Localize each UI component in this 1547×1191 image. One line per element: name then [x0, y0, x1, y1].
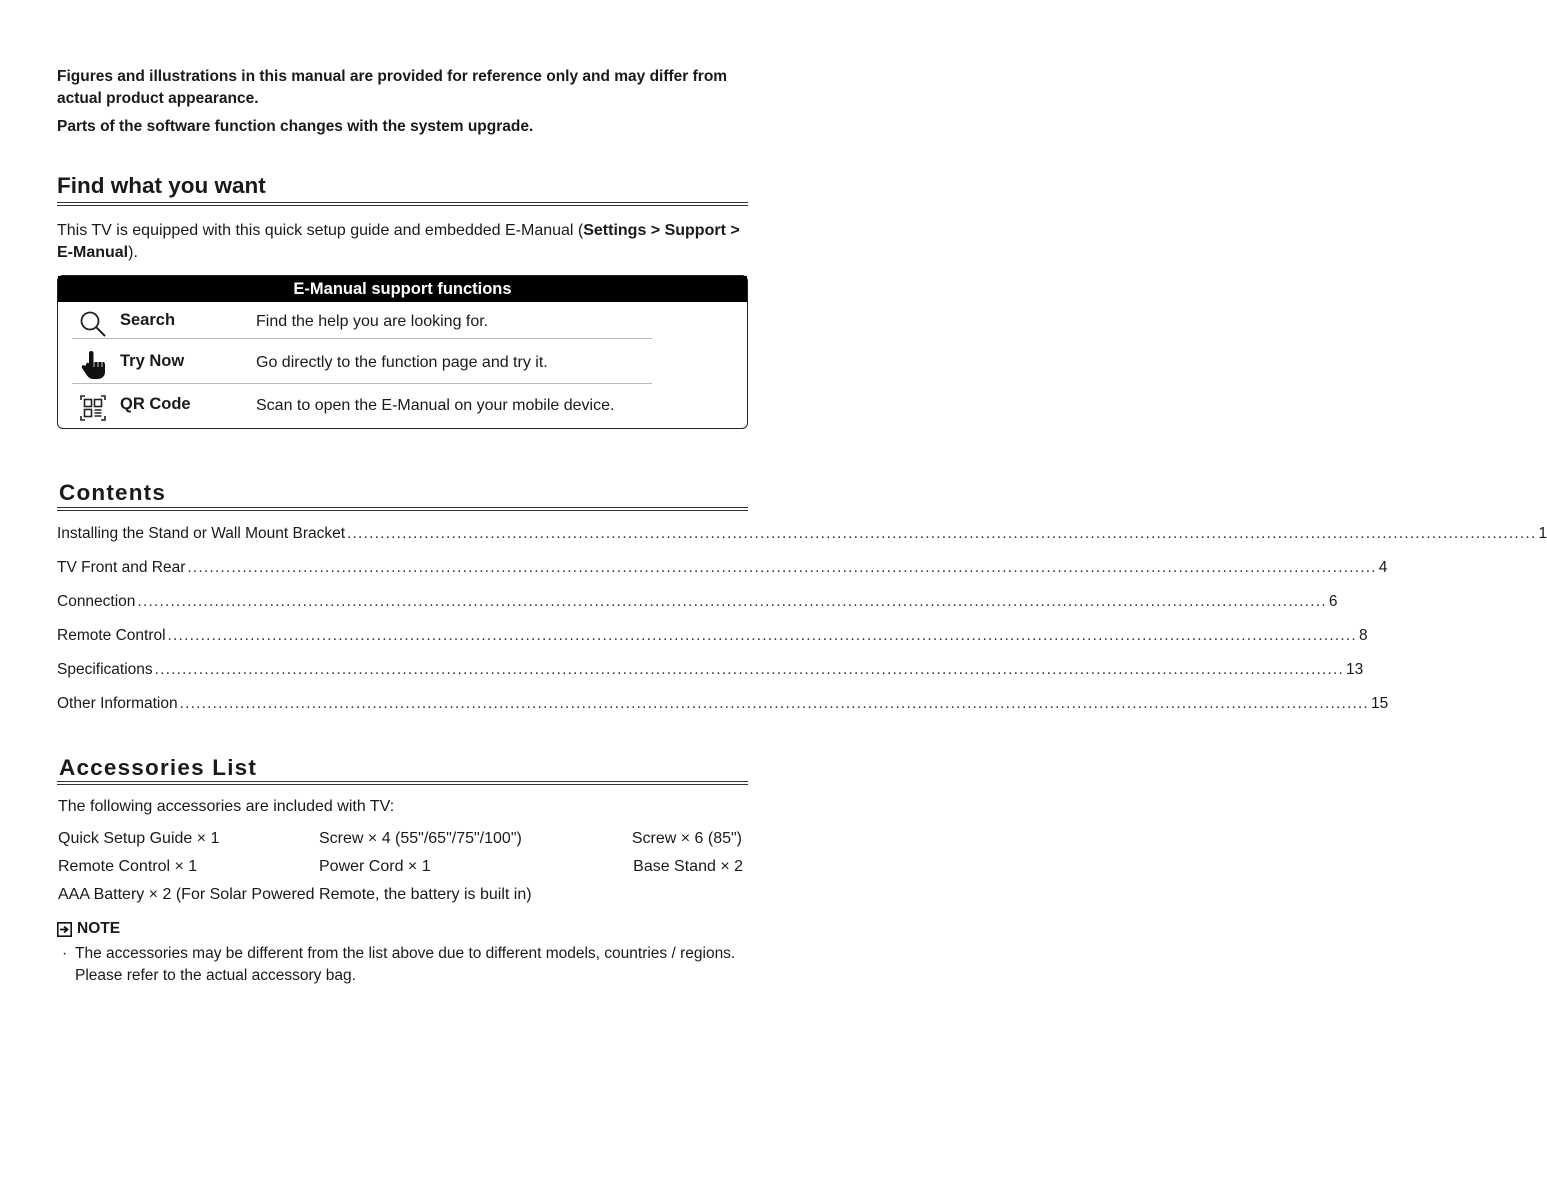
function-divider [72, 383, 652, 384]
function-row-try-now [72, 344, 652, 384]
note-bullet: · [62, 945, 68, 962]
toc-title: Specifications [57, 661, 153, 678]
function-desc: Scan to open the E-Manual on your mobile device. [256, 397, 615, 414]
toc-title: Installing the Stand or Wall Mount Bracket [57, 525, 346, 542]
toc-entry[interactable] [57, 627, 1368, 645]
toc-leader: ........................................................................................................................................................................................................................ [179, 695, 1369, 712]
function-desc: Go directly to the function page and try it. [256, 354, 548, 371]
toc-leader: ........................................................................................................................................................................................................................ [347, 525, 1537, 542]
function-row-search [72, 303, 652, 343]
accessory-item: Power Cord × 1 [319, 858, 431, 875]
toc-leader: ........................................................................................................................................................................................................................ [137, 593, 1327, 610]
magnifier-icon [78, 309, 108, 339]
toc-entry[interactable] [57, 695, 1389, 713]
intro-path: Settings > Support > E-Manual [57, 222, 740, 261]
note-label: NOTE [77, 920, 121, 937]
toc-page: 8 [1358, 627, 1368, 644]
accessories-heading: Accessories List [59, 755, 258, 780]
note-text: The accessories may be different from the list above due to different models, countries / regions. Please refer to the actual accessory bag. [75, 945, 736, 984]
function-row-qr-code [72, 387, 652, 427]
accessory-item: Base Stand × 2 [633, 858, 743, 875]
intro-suffix: ). [128, 244, 138, 261]
accessory-battery: AAA Battery × 2 (For Solar Powered Remote, the battery is built in) [58, 886, 532, 903]
find-heading: Find what you want [57, 173, 266, 198]
qr-code-icon [78, 393, 108, 423]
toc-page: 4 [1378, 559, 1388, 576]
toc-title: Other Information [57, 695, 178, 712]
function-desc: Find the help you are looking for. [256, 313, 489, 330]
toc-leader: ........................................................................................................................................................................................................................ [154, 661, 1345, 678]
box-title: E-Manual support functions [58, 276, 747, 302]
disclaimer-upgrade: Parts of the software function changes with the system upgrade. [57, 118, 534, 135]
contents-heading: Contents [59, 480, 167, 505]
accessory-item: Screw × 6 (85") [631, 830, 742, 847]
function-divider [72, 338, 652, 339]
toc-title: TV Front and Rear [57, 559, 186, 576]
accessories-rule [57, 781, 748, 785]
toc-title: Remote Control [57, 627, 166, 644]
note-header [57, 920, 120, 938]
function-name: QR Code [120, 395, 191, 413]
accessory-item: Remote Control × 1 [58, 858, 198, 875]
note-text-block [62, 943, 742, 987]
accessories-intro: The following accessories are included with TV: [58, 798, 395, 815]
toc-page: 15 [1371, 695, 1389, 712]
accessory-item: Quick Setup Guide × 1 [58, 830, 220, 847]
toc-page: 13 [1346, 661, 1364, 678]
disclaimer-reference: Figures and illustrations in this manual are provided for reference only and may differ from actual product appearance. [57, 68, 728, 107]
toc-entry[interactable] [57, 525, 1547, 543]
find-intro [57, 220, 747, 264]
function-name: Try Now [120, 352, 185, 370]
toc-page: 1 [1538, 525, 1547, 542]
toc-page: 6 [1328, 593, 1338, 610]
toc-entry[interactable] [57, 593, 1338, 611]
accessory-item: Screw × 4 (55"/65"/75"/100") [319, 830, 522, 847]
toc-entry[interactable] [57, 559, 1388, 577]
toc-entry[interactable] [57, 661, 1364, 679]
toc-leader: ........................................................................................................................................................................................................................ [167, 627, 1357, 644]
find-rule [57, 202, 748, 206]
function-name: Search [120, 311, 176, 329]
toc-title: Connection [57, 593, 136, 610]
intro-prefix: This TV is equipped with this quick setup guide and embedded E-Manual ( [57, 222, 584, 239]
pointing-hand-icon [78, 350, 108, 380]
toc-leader: ........................................................................................................................................................................................................................ [187, 559, 1377, 576]
note-icon [57, 922, 72, 937]
contents-rule [57, 507, 748, 511]
